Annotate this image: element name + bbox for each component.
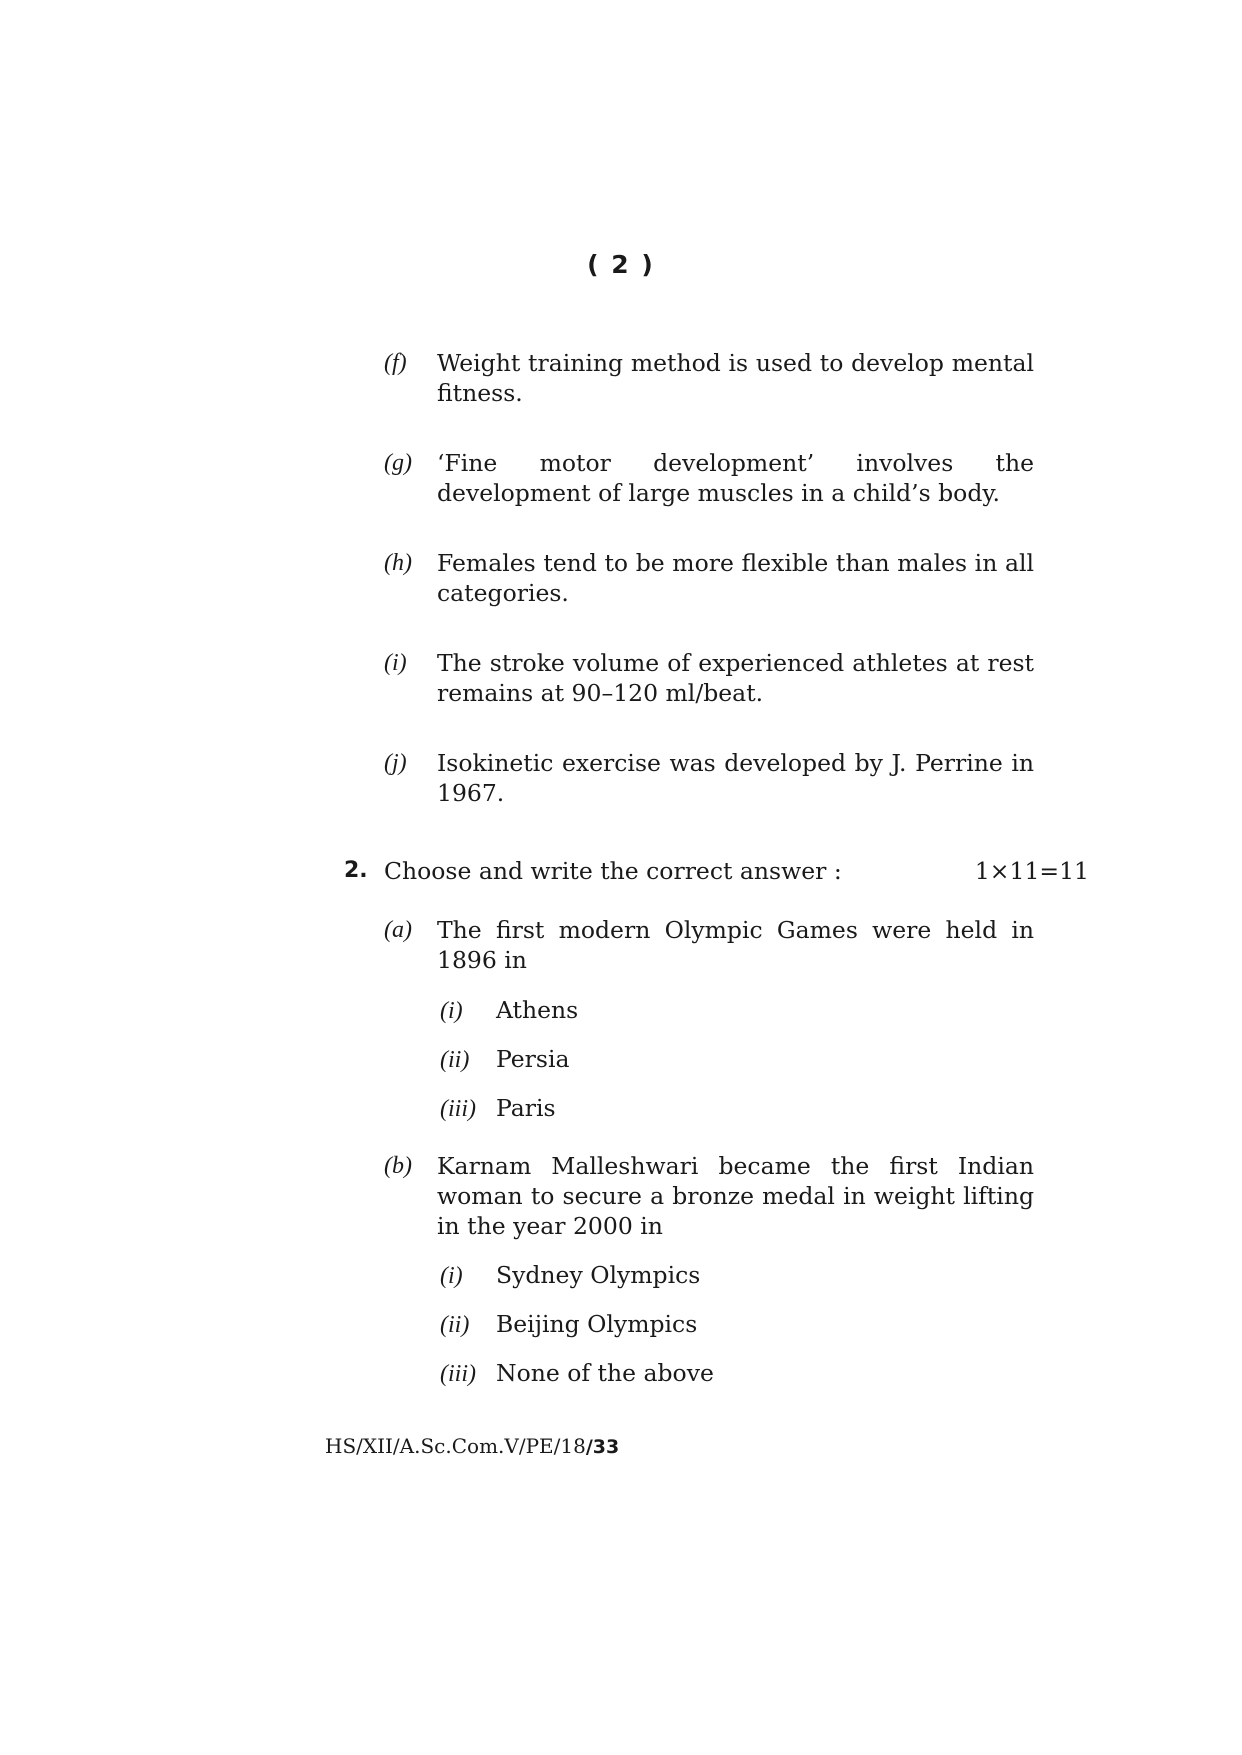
option-label: (ii): [440, 1312, 470, 1338]
statement-text: Isokinetic exercise was developed by J. Perrine in 1967.: [437, 749, 1034, 807]
question-number: 2.: [344, 858, 368, 883]
part-label: (b): [384, 1153, 412, 1179]
option-2b-iii: [440, 1358, 940, 1389]
statement-f: [384, 348, 1034, 408]
paper-code: HS/XII/A.Sc.Com.V/PE/18: [325, 1434, 586, 1458]
question-2a: [384, 915, 1034, 975]
question-marks: 1×11=11: [974, 857, 1089, 885]
statement-g: [384, 448, 1034, 508]
paper-code-footer: [325, 1433, 619, 1460]
copy-number: /33: [585, 1436, 620, 1458]
statement-label: (f): [384, 350, 407, 376]
statement-text: ‘Fine motor development’ involves the development of large muscles in a child’s body.: [437, 449, 1034, 507]
option-label: (iii): [440, 1096, 476, 1122]
statement-label: (h): [384, 550, 412, 576]
option-text: Beijing Olympics: [496, 1310, 698, 1338]
option-text: Athens: [496, 996, 579, 1024]
option-text: Persia: [496, 1045, 570, 1073]
statement-i: [384, 648, 1034, 708]
statement-text: Weight training method is used to develop mental fitness.: [437, 349, 1034, 407]
statement-label: (j): [384, 750, 407, 776]
page-number: ( 2 ): [587, 250, 655, 279]
option-2b-ii: [440, 1309, 940, 1340]
question-2b: [384, 1151, 1034, 1241]
option-text: None of the above: [496, 1359, 714, 1387]
option-2a-iii: [440, 1093, 940, 1124]
option-label: (ii): [440, 1047, 470, 1073]
option-label: (iii): [440, 1361, 476, 1387]
part-label: (a): [384, 917, 412, 943]
option-label: (i): [440, 1263, 463, 1289]
question-instruction: Choose and write the correct answer :: [384, 857, 842, 885]
part-text: Karnam Malleshwari became the first Indian woman to secure a bronze medal in weight lifting in the year 2000 in: [437, 1152, 1034, 1240]
statement-h: [384, 548, 1034, 608]
option-text: Paris: [496, 1094, 556, 1122]
statement-label: (i): [384, 650, 407, 676]
statement-text: Females tend to be more flexible than males in all categories.: [437, 549, 1034, 607]
option-2a-ii: [440, 1044, 940, 1075]
option-label: (i): [440, 998, 463, 1024]
option-2b-i: [440, 1260, 940, 1291]
option-text: Sydney Olympics: [496, 1261, 701, 1289]
statement-label: (g): [384, 450, 412, 476]
statement-j: [384, 748, 1034, 808]
option-2a-i: [440, 995, 940, 1026]
part-text: The first modern Olympic Games were held in 1896 in: [437, 916, 1034, 974]
statement-text: The stroke volume of experienced athletes at rest remains at 90–120 ml/beat.: [437, 649, 1034, 707]
